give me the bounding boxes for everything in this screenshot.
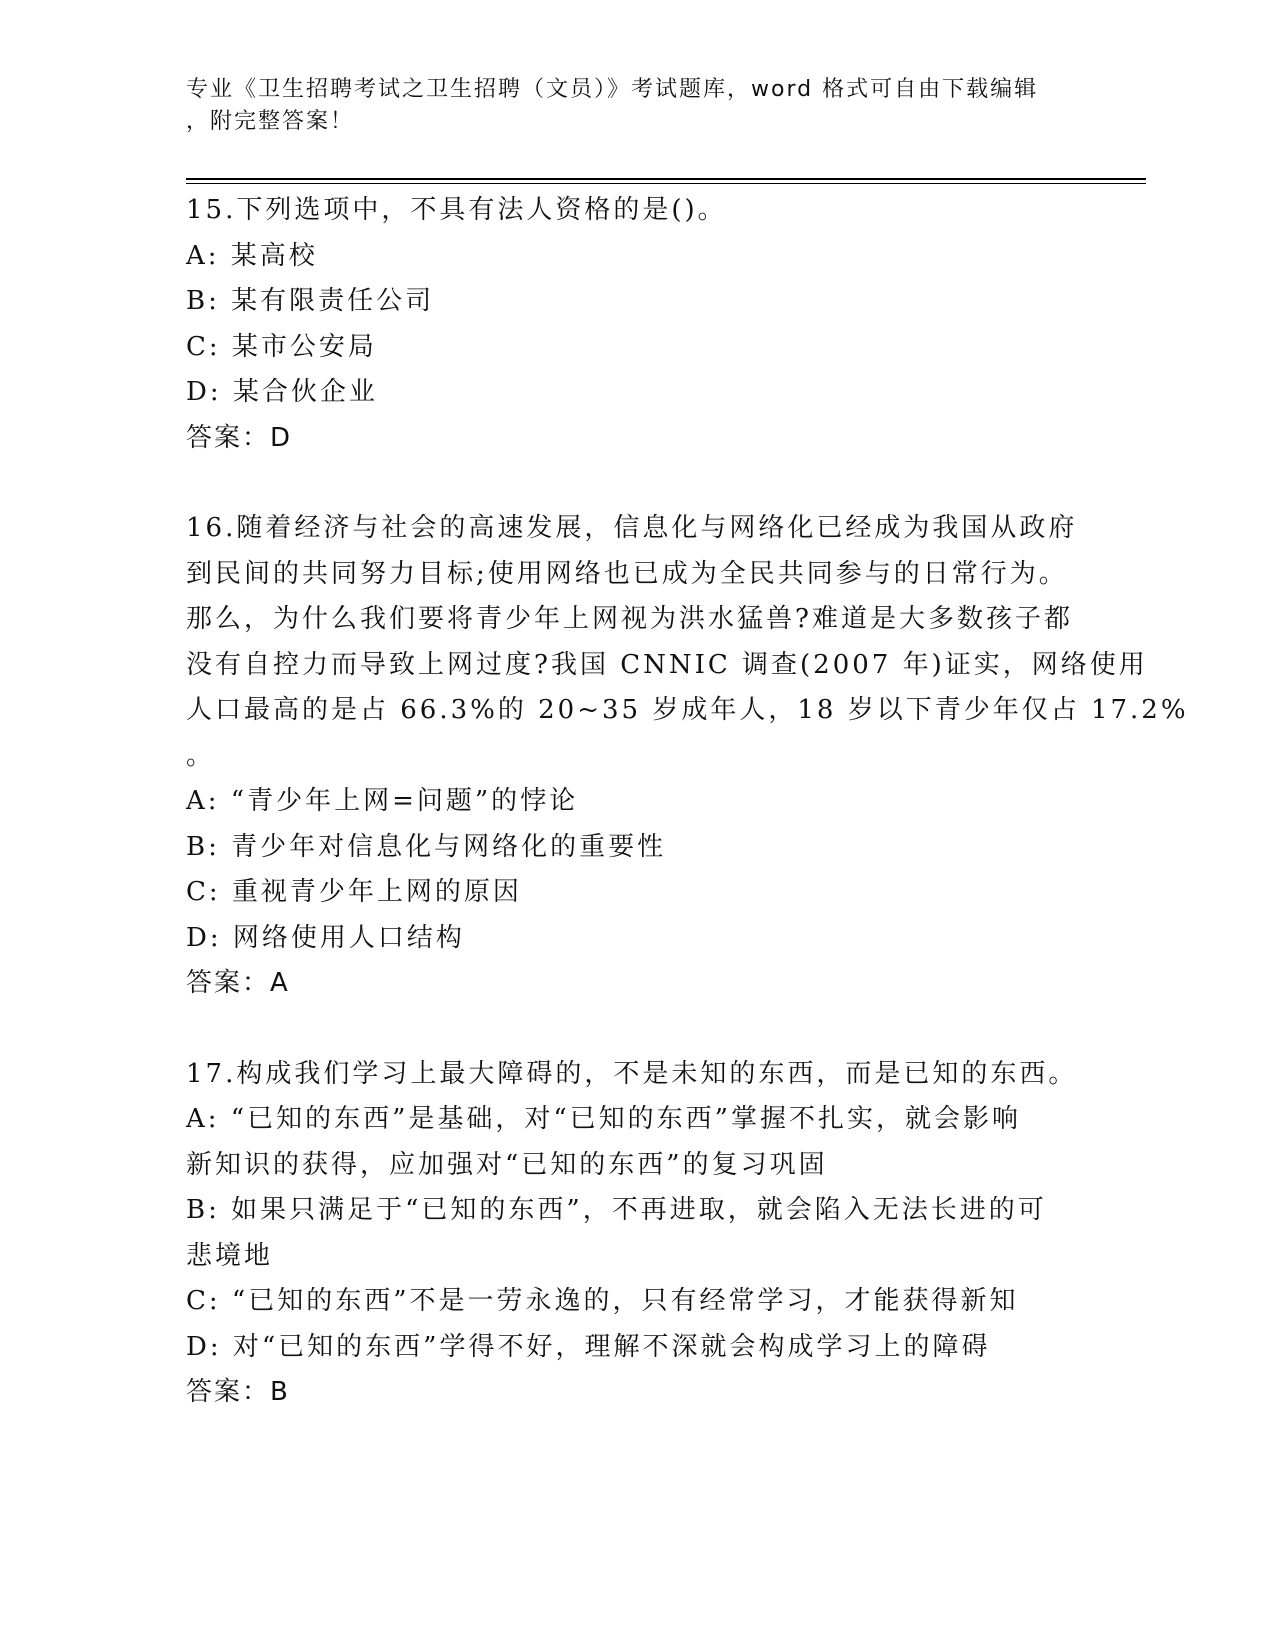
header-divider-thick — [186, 178, 1146, 180]
question-15 — [186, 188, 1086, 461]
question-spacer — [186, 1007, 1086, 1052]
option-b: B: 青少年对信息化与网络化的重要性 — [186, 831, 667, 862]
answer: 答案：D — [186, 422, 293, 453]
option-a: A: “已知的东西”是基础，对“已知的东西”掌握不扎实，就会影响 — [186, 1104, 1021, 1134]
question-16 — [186, 506, 1189, 1007]
option-d: D: 网络使用人口结构 — [186, 922, 465, 953]
option-a: A: 某高校 — [186, 240, 318, 271]
option-c: C: 重视青少年上网的原因 — [186, 877, 522, 907]
header-line-2: ，附完整答案！ — [186, 109, 355, 134]
option-d: D: 对“已知的东西”学得不好，理解不深就会构成学习上的障碍 — [186, 1331, 991, 1362]
option-d: D: 某合伙企业 — [186, 377, 378, 407]
question-17 — [186, 1052, 1086, 1416]
option-c: C: 某市公安局 — [186, 331, 377, 362]
document-header — [186, 74, 1066, 138]
question-stem-line: 那么，为什么我们要将青少年上网视为洪水猛兽?难道是大多数孩子都 — [186, 604, 1073, 634]
question-stem: 15.下列选项中，不具有法人资格的是()。 — [186, 195, 727, 225]
question-stem-line: 。 — [186, 740, 216, 771]
question-list — [186, 188, 1189, 1416]
header-line-1: 专业《卫生招聘考试之卫生招聘（文员）》考试题库，word 格式可自由下载编辑 — [186, 77, 1039, 102]
question-stem-line: 16.随着经济与社会的高速发展，信息化与网络化已经成为我国从政府 — [186, 513, 1078, 543]
question-stem-line: 没有自控力而导致上网过度?我国 CNNIC 调查(2007 年)证实，网络使用 — [186, 649, 1148, 680]
option-b: B: 如果只满足于“已知的东西”，不再进取，就会陷入无法长进的可 — [186, 1195, 1047, 1225]
answer: 答案：A — [186, 968, 290, 998]
question-stem-line: 人口最高的是占 66.3%的 20~35 岁成年人，18 岁以下青少年仅占 17.2% — [186, 695, 1189, 725]
question-stem-line: 到民间的共同努力目标;使用网络也已成为全民共同参与的日常行为。 — [186, 558, 1068, 589]
option-c: C: “已知的东西”不是一劳永逸的，只有经常学习，才能获得新知 — [186, 1286, 1019, 1316]
option-b: B: 某有限责任公司 — [186, 286, 435, 316]
question-stem: 17.构成我们学习上最大障碍的，不是未知的东西，而是已知的东西。 — [186, 1058, 1078, 1089]
answer: 答案：B — [186, 1377, 290, 1407]
option-a-continued: 新知识的获得，应加强对“已知的东西”的复习巩固 — [186, 1149, 828, 1180]
header-divider-thin — [186, 183, 1146, 184]
option-a: A: “青少年上网=问题”的悖论 — [186, 786, 579, 816]
option-b-continued: 悲境地 — [186, 1240, 274, 1271]
question-spacer — [186, 461, 1086, 506]
